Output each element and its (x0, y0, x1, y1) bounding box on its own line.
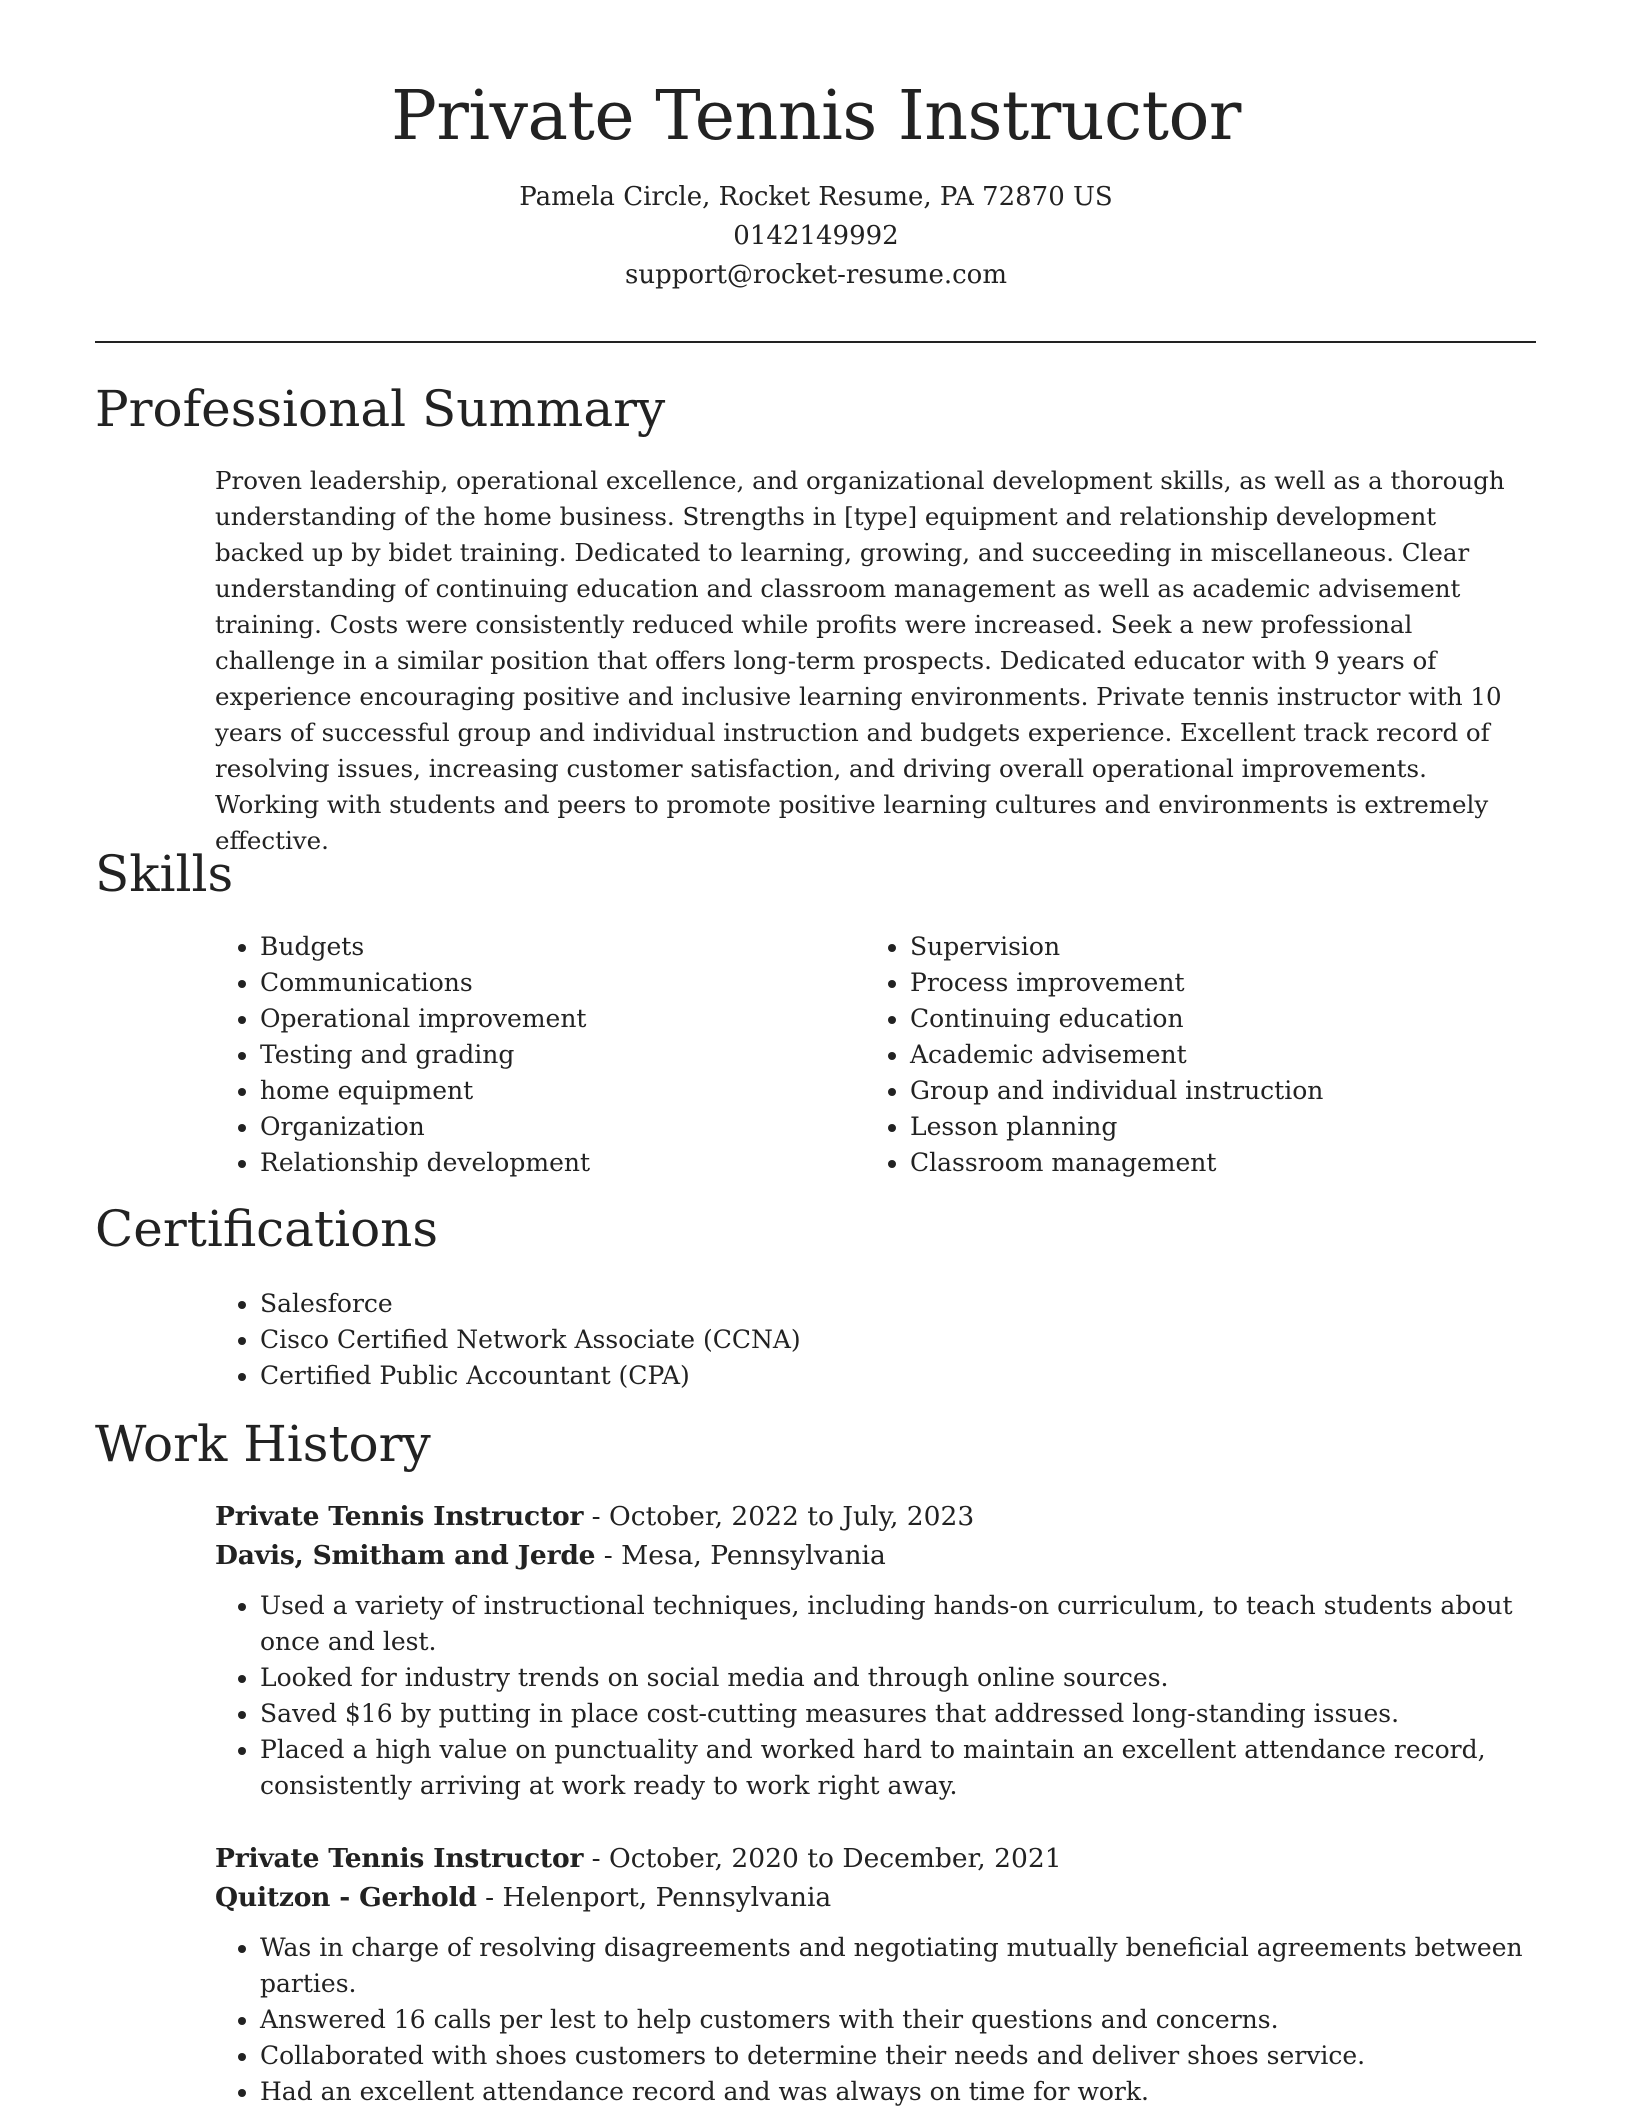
skill-item: • Organization (260, 1109, 865, 1145)
separator: - (583, 1501, 610, 1532)
job-dates: October, 2020 to December, 2021 (609, 1843, 1062, 1874)
separator: - (595, 1540, 622, 1571)
certifications-list (215, 1286, 1523, 1394)
job-company: Davis, Smitham and Jerde (215, 1540, 596, 1571)
job-responsibilities (215, 1588, 1523, 1804)
job-role: Private Tennis Instructor (215, 1843, 584, 1874)
job-location: Helenport, Pennsylvania (502, 1882, 832, 1913)
skill-item: • Testing and grading (260, 1037, 865, 1073)
candidate-title: Private Tennis Instructor (391, 77, 1241, 156)
skill-item: • Relationship development (260, 1145, 865, 1181)
header-divider (95, 341, 1536, 343)
responsibility-item: • Used a variety of instructional techniques, including hands-on curriculum, to teach students about once and lest. (260, 1588, 1523, 1660)
job-location: Mesa, Pennsylvania (621, 1540, 886, 1571)
certification-item: • Cisco Certified Network Associate (CCNA) (260, 1322, 1523, 1358)
responsibility-item: • Was in charge of resolving disagreements and negotiating mutually beneficial agreements between parties. (260, 1930, 1523, 2002)
responsibility-item: • Had an excellent attendance record and was always on time for work. (260, 2074, 1523, 2110)
section-title-summary: Professional Summary (95, 380, 666, 438)
resume-header (0, 0, 1632, 295)
summary-text: Proven leadership, operational excellence, and organizational development skills, as well as a thorough understanding of the home business. Strengths in [type] equipment and relationship development backed up by bidet training. Dedicated to learning, growing, and succeeding in miscellaneous. Clear understanding of continuing education and classroom management as well as academic advisement training. Costs were consistently reduced while profits were increased. Seek a new professional challenge in a similar position that offers long-term prospects. Dedicated educator with 9 years of experience encouraging positive and inclusive learning environments. Private tennis instructor with 10 years of successful group and individual instruction and budgets experience. Excellent track record of resolving issues, increasing customer satisfaction, and driving overall operational improvements. Working with students and peers to promote positive learning cultures and environments is extremely effective. (215, 466, 1505, 855)
skill-item: • Supervision (910, 929, 1515, 965)
separator: - (583, 1843, 610, 1874)
skill-item: • Process improvement (910, 965, 1515, 1001)
skill-item: • Budgets (260, 929, 865, 965)
job-title-line (215, 1839, 1523, 1878)
skills-column-left (215, 929, 865, 1181)
job-company-line (215, 1878, 1523, 1917)
separator: - (476, 1882, 503, 1913)
contact-email: support@rocket-resume.com (624, 260, 1007, 291)
skill-item: • Classroom management (910, 1145, 1515, 1181)
job-responsibilities (215, 1930, 1523, 2110)
responsibility-item: • Looked for industry trends on social media and through online sources. (260, 1660, 1523, 1696)
job-dates: October, 2022 to July, 2023 (609, 1501, 975, 1532)
job-company-line (215, 1536, 1523, 1575)
skill-item: • Operational improvement (260, 1001, 865, 1037)
skill-item: • Group and individual instruction (910, 1073, 1515, 1109)
skills-list (215, 929, 1523, 1181)
section-title-certifications: Certifications (95, 1200, 439, 1258)
skill-item: • Communications (260, 965, 865, 1001)
responsibility-item: • Placed a high value on punctuality and worked hard to maintain an excellent attendance record, consistently arriving at work ready to work right away. (260, 1732, 1523, 1804)
certification-item: • Salesforce (260, 1286, 1523, 1322)
contact-address: Pamela Circle, Rocket Resume, PA 72870 US (519, 182, 1113, 213)
responsibility-item: • Answered 16 calls per lest to help customers with their questions and concerns. (260, 2002, 1523, 2038)
contact-phone: 0142149992 (733, 221, 899, 252)
skills-column-right (865, 929, 1515, 1181)
section-title-skills: Skills (95, 845, 234, 903)
responsibility-item: • Collaborated with shoes customers to determine their needs and deliver shoes service. (260, 2038, 1523, 2074)
job-entry (215, 1839, 1523, 2110)
skill-item: • Lesson planning (910, 1109, 1515, 1145)
job-role: Private Tennis Instructor (215, 1501, 584, 1532)
certification-item: • Certified Public Accountant (CPA) (260, 1358, 1523, 1394)
skill-item: • Academic advisement (910, 1037, 1515, 1073)
responsibility-item: • Saved $16 by putting in place cost-cutting measures that addressed long-standing issues. (260, 1696, 1523, 1732)
job-entry (215, 1497, 1523, 1804)
section-title-work-history: Work History (95, 1415, 431, 1473)
job-company: Quitzon - Gerhold (215, 1882, 477, 1913)
job-title-line (215, 1497, 1523, 1536)
skill-item: • home equipment (260, 1073, 865, 1109)
skill-item: • Continuing education (910, 1001, 1515, 1037)
